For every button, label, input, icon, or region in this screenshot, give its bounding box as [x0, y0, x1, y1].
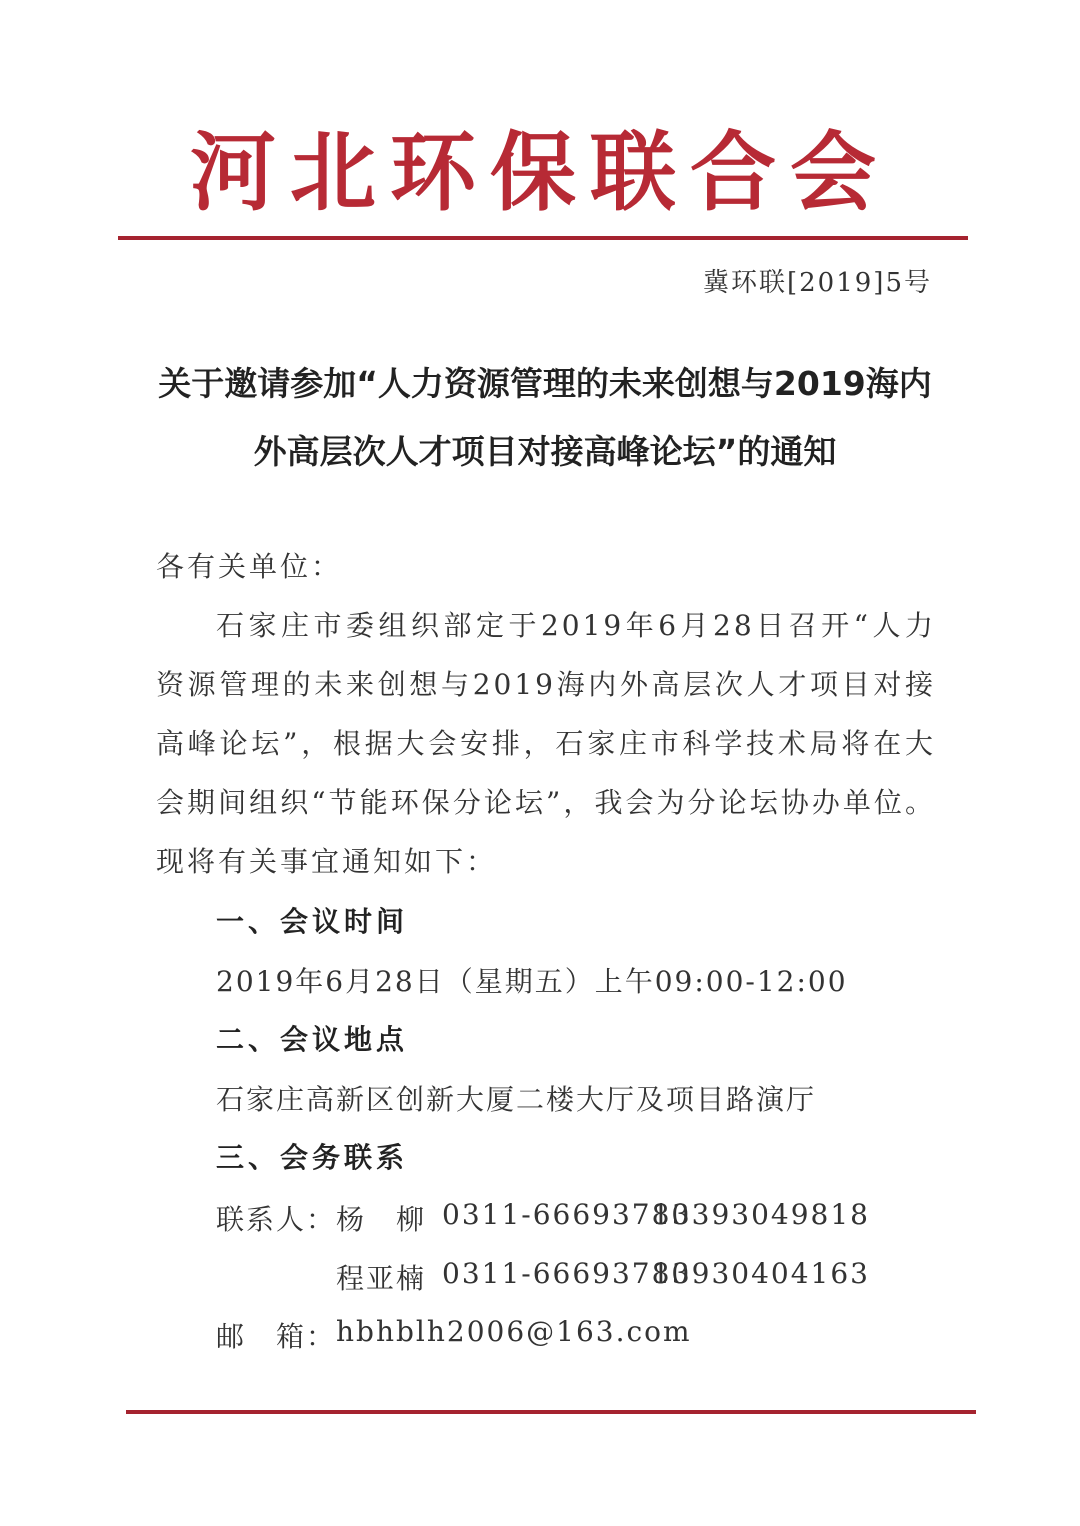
contact-person-2: 程亚楠	[336, 1262, 427, 1295]
header-red-rule	[118, 236, 968, 240]
contact-phone-2: 0311-66693780	[442, 1257, 692, 1290]
section-time-heading: 一、会议时间	[216, 905, 409, 938]
contact-label: 联系人：	[216, 1203, 337, 1236]
meeting-place: 石家庄高新区创新大厦二楼大厅及项目路演厅	[216, 1083, 817, 1116]
notice-title-line-1: 关于邀请参加“人力资源管理的未来创想与2019海内	[158, 364, 932, 403]
email-label: 邮 箱：	[216, 1320, 337, 1353]
contact-person-1: 杨 柳	[336, 1203, 427, 1236]
salutation: 各有关单位：	[156, 550, 343, 583]
document-number: 冀环联[2019]5号	[703, 268, 932, 298]
contact-mobile-1: 13393049818	[652, 1198, 870, 1231]
contact-mobile-2: 13930404163	[652, 1257, 870, 1290]
intro-paragraph: 石家庄市委组织部定于2019年6月28日召开“人力资源管理的未来创想与2019海内外高层次人才项目对接高峰论坛”，根据大会安排，石家庄市科学技术局将在大会期间组织“节能环保分论坛”，我会为分论坛协办单位。现将有关事宜通知如下：	[156, 609, 936, 878]
org-letterhead-title: 河北环保联合会	[190, 123, 890, 223]
section-place-heading: 二、会议地点	[216, 1023, 409, 1056]
contact-phone-1: 0311-66693780	[442, 1198, 692, 1231]
footer-red-rule	[126, 1410, 976, 1414]
meeting-time: 2019年6月28日（星期五）上午09:00-12:00	[216, 965, 848, 998]
email-address: hbhblh2006@163.com	[336, 1315, 692, 1348]
section-contact-heading: 三、会务联系	[216, 1141, 409, 1174]
notice-title-line-2: 外高层次人才项目对接高峰论坛”的通知	[253, 432, 837, 471]
